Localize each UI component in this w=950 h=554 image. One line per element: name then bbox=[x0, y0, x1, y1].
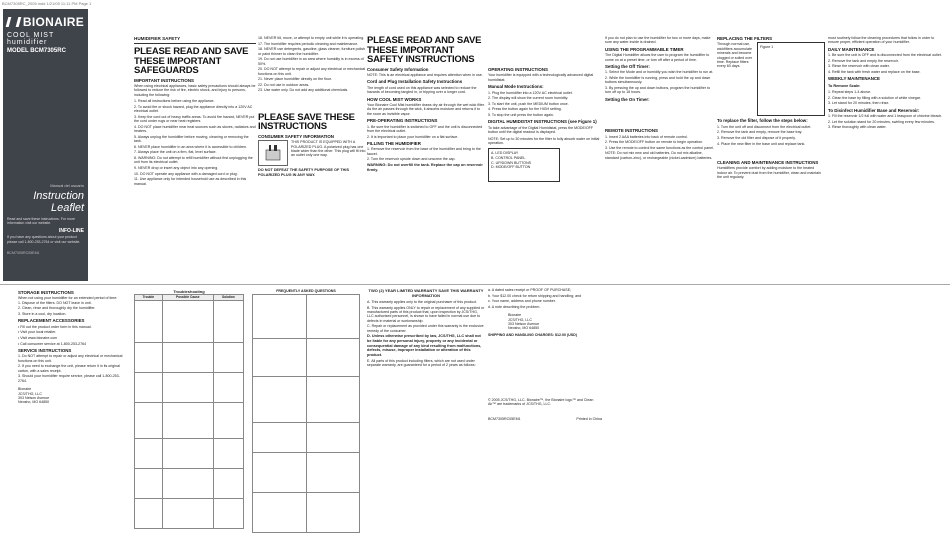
list-item: 3. Keep the cord out of heavy traffic areas. To avoid fire hazard, NEVER put the cord under rugs or near heat registers. bbox=[134, 114, 255, 124]
list-item: 1. Repeat steps 1-4 above. bbox=[828, 90, 872, 95]
list-item: 4. Press the button again for the HIGH setting. bbox=[488, 107, 562, 112]
list-item: 22. Do not use in outdoor areas. bbox=[258, 82, 310, 87]
table-row bbox=[253, 295, 360, 339]
list-item: E. All parts of this product including filters, which are not used under separate warranty, are guaranteed for a period of 2 years as follows: bbox=[367, 358, 476, 367]
battery-note: NOTE: Do not mix new and old batteries. Do not mix alkaline, standard (carbon-zinc), or rechargeable (nickel-cadmium) batteries. bbox=[605, 151, 713, 160]
list-item: 10. DO NOT operate any appliance with a damaged cord or plug. bbox=[134, 171, 238, 176]
polarized-warning: DO NOT DEFEAT THE SAFETY PURPOSE OF THIS POLARIZED PLUG IN ANY WAY. bbox=[258, 168, 349, 177]
warranty-panel-2 bbox=[488, 288, 602, 548]
list-item: • Fill out the product order form in this manual. bbox=[18, 324, 92, 329]
list-item: 4. DO NOT place humidifier near heat sources such as stoves, radiators and heaters. bbox=[134, 124, 256, 134]
brand-logo bbox=[3, 9, 88, 31]
on-timer-head: Setting the On Timer: bbox=[605, 96, 650, 102]
consumer-safety-head: CONSUMER SAFETY INFORMATION bbox=[258, 133, 334, 139]
list-item: 7. Always place the unit on a firm, flat, level surface. bbox=[134, 150, 217, 155]
list-item: 4. Refill the tank with fresh water and replace on the base. bbox=[828, 70, 921, 74]
list-item: a. A dated sales receipt or PROOF OF PURCHASE; bbox=[488, 288, 572, 292]
how-it-works-text: Your Bionaire Cool Mist humidifier draws dry air through the wet wick filter. As the air passes through the wick, it absorbs moisture and returns it to the room as invisible vapor. bbox=[367, 102, 485, 116]
table-row bbox=[135, 439, 244, 469]
print-header: BCM7305RC_2005.indd 1/21/05 11:11 PM Page 1 bbox=[2, 1, 92, 6]
polarized-plug-icon bbox=[258, 140, 288, 166]
list-item: 1. Dispose of the filters. DO NOT leave in unit. bbox=[18, 300, 92, 305]
weekly-maintenance-head: WEEKLY MAINTENANCE bbox=[828, 76, 880, 82]
table-row bbox=[135, 301, 244, 343]
legend-item: D. MODE/OFF BUTTON bbox=[491, 165, 531, 170]
pre-operating-head: PRE-OPERATING INSTRUCTIONS bbox=[367, 118, 438, 124]
table-row bbox=[253, 423, 360, 453]
note-text: NOTE: Set up to 30 minutes for the filter to fully absorb water on initial operation. bbox=[488, 136, 600, 146]
list-item: • Call consumer service at 1-800-253-2764 bbox=[18, 341, 87, 346]
legend-item: A. LED DISPLAY bbox=[491, 151, 519, 156]
fill-warning: WARNING: Do not overfill the tank. Replace the cap on reservoir firmly. bbox=[367, 162, 483, 172]
troubleshooting-table bbox=[134, 294, 244, 529]
list-item: 1. Plug the humidifier into a 120V AC electrical outlet. bbox=[488, 90, 573, 95]
filters-panel bbox=[717, 36, 825, 282]
list-item: 1. Do NOT attempt to repair or adjust any electrical or mechanical functions on this unit. bbox=[18, 354, 123, 363]
fold-line bbox=[0, 284, 950, 285]
drain-text: If you do not plan to use the humidifier for two or more days, make sure any water inside is drained. bbox=[605, 36, 711, 45]
cover-panel bbox=[3, 9, 88, 281]
safeguards-intro: When using electrical appliances, basic safety precautions should always be followed to reduce the risk of fire, electric shock, and injury to persons, including the following: bbox=[134, 83, 256, 97]
list-item: 1. Turn the unit off and disconnect from the electrical outlet. bbox=[717, 124, 812, 129]
digital-humidistat-head: DIGITAL HUMIDISTAT INSTRUCTIONS (see Figure 1) bbox=[488, 119, 597, 125]
list-item: 2. Clean the base by filling with a solution of white vinegar. bbox=[828, 95, 921, 100]
faq-table bbox=[252, 294, 360, 533]
storage-panel bbox=[18, 288, 124, 548]
daily-maintenance-head: DAILY MAINTENANCE bbox=[828, 46, 875, 52]
manual-mode-head: Manual Mode Instructions: bbox=[488, 84, 544, 90]
list-item: 20. DO NOT attempt to repair or adjust any electrical or mechanical functions on this unit. bbox=[258, 67, 366, 76]
list-item: 3. To start the unit, push the MEDIUM button once. bbox=[488, 101, 569, 106]
column-header: Solution bbox=[213, 295, 243, 301]
safety-instructions-panel bbox=[367, 36, 485, 282]
list-item: 5. Always unplug the humidifier before moving, cleaning or removing the tank. bbox=[134, 134, 249, 144]
save-instructions-heading: PLEASE SAVE THESE INSTRUCTIONS bbox=[258, 111, 355, 133]
list-item: 1. Read all instructions before using the appliance. bbox=[134, 99, 215, 104]
list-item: 3. Rinse thoroughly with clean water. bbox=[828, 125, 887, 130]
table-row bbox=[135, 373, 244, 403]
cover-language: Manual del usuario bbox=[50, 183, 84, 188]
list-item: 9. NEVER drop or insert any object into any opening. bbox=[134, 165, 219, 170]
list-item: b. Your $12.00 check for return shipping and handling; and bbox=[488, 293, 582, 298]
consumer-info-text: NOTE: This is an electrical appliance and requires attention when in use. bbox=[367, 72, 483, 77]
maintenance-intro: must routinely follow the cleaning procedures that follow in order to ensure proper, efficient operation of your humidifier. bbox=[828, 36, 935, 45]
list-item: 2. Remove the tank and empty the reservoir. bbox=[828, 58, 899, 63]
faq-title: FREQUENTLY ASKED QUESTIONS bbox=[276, 289, 336, 293]
cleaning-text: Humidifiers provide comfort by adding moisture to the heated indoor air. To prevent dust from the humidifier, clean and maintain the unit regularly. bbox=[717, 166, 822, 180]
cord-safety-head: Cord and Plug Installation Safety Instructions bbox=[367, 79, 463, 85]
section-tag: HUMIDIFIER SAFETY bbox=[134, 36, 181, 41]
safeguards-heading: PLEASE READ AND SAVE THESE IMPORTANT SAFEGUARDS bbox=[134, 46, 249, 76]
operating-head: OPERATING INSTRUCTIONS bbox=[488, 67, 548, 72]
list-item: 17. The humidifier requires periodic cleaning and maintenance. bbox=[258, 41, 359, 46]
replacement-head: REPLACEMENT ACCESSORIES bbox=[18, 318, 85, 324]
list-item: 2. Let the solution stand for 20 minutes, swirling every few minutes. bbox=[828, 119, 935, 124]
info-line-text: If you have any questions about your product please call 1-800-253-2764 or visit our website. bbox=[7, 235, 81, 244]
important-subhead: IMPORTANT INSTRUCTIONS bbox=[134, 77, 194, 83]
table-row bbox=[253, 493, 360, 533]
off-timer-head: Setting the Off Timer: bbox=[605, 64, 650, 70]
list-item: 2. The display will show the current room humidity. bbox=[488, 96, 569, 101]
how-it-works-head: HOW COOL MIST WORKS bbox=[367, 96, 422, 102]
safeguards-panel bbox=[134, 36, 256, 282]
cord-safety-text: The length of cord used on this appliance was selected to reduce the hazards of becoming tangled in, or tripping over a longer cord. bbox=[367, 85, 477, 95]
list-item: 3. Rinse the reservoir with clean water. bbox=[828, 64, 890, 69]
table-row bbox=[253, 453, 360, 493]
list-item: D. Unless otherwise prescribed by law, JCS/THG, LLC shall not be liable for any personal injury, property or any incidental or consequential damage of any kind resulting from malfunctions, defects, misuse, improper installation or alteration of this product. bbox=[367, 334, 482, 357]
list-item: 1. Fill the reservoir 1/2 full with water and 1 teaspoon of chlorine bleach. bbox=[828, 114, 943, 119]
list-item: c. Your name, address and phone number. bbox=[488, 299, 556, 304]
cover-code: BCM7305RC05EM1 bbox=[7, 250, 40, 255]
list-item: 4. Place the new filter in the base unit and replace tank. bbox=[717, 141, 806, 146]
company-address: Bionaire JCS/THG, LLC 303 Nelson Avenue Neosho, MO 64850 bbox=[18, 387, 50, 405]
list-item: 2. Turn the reservoir upside down and unscrew the cap. bbox=[367, 157, 456, 162]
product-code: BCM7305RC05EM1 bbox=[488, 416, 521, 421]
list-item: 18. NEVER use detergents, gasoline, glass cleaner, furniture polish or paint thinner to clean the humidifier. bbox=[258, 47, 366, 56]
cover-small-text: Read and save these instructions. For more information visit our website. bbox=[7, 217, 75, 226]
safeguards-list-2 bbox=[258, 36, 366, 93]
operating-panel bbox=[488, 9, 602, 282]
storage-head: STORAGE INSTRUCTIONS bbox=[18, 290, 74, 295]
list-item: 3. Let stand for 20 minutes, then rinse. bbox=[828, 101, 890, 106]
list-item: 3. Store in a cool, dry location. bbox=[18, 312, 67, 316]
list-item: 2. While the humidifier is running, press and hold the up and down buttons simultaneously. bbox=[605, 76, 711, 85]
consumer-info-head: Consumer Safety Information bbox=[367, 66, 429, 72]
list-item: B. This warranty applies ONLY to repair or replacement of any supplied or manufactured parts of this product that, upon inspection by JCS/THG, LLC authorized personnel, is shown to have failed in normal use due to defects in material or workmanship. bbox=[367, 305, 485, 323]
remote-head: REMOTE INSTRUCTIONS bbox=[605, 128, 658, 134]
list-item: 2. Remove the tank and empty, remove the base tray. bbox=[717, 130, 803, 135]
table-row bbox=[135, 469, 244, 499]
info-line-label: INFO-LINE bbox=[59, 228, 84, 235]
list-item: 3. Use the remote to control the same functions as the control panel. bbox=[605, 145, 714, 150]
service-head: SERVICE INSTRUCTIONS bbox=[18, 348, 72, 353]
figure-label: Figure 1 bbox=[760, 45, 774, 50]
table-row bbox=[253, 339, 360, 377]
list-item: 2. To avoid fire or shock hazard, plug the appliance directly into a 120V AC electrical outlet. bbox=[134, 104, 253, 114]
list-item: 2. It is important to place your humidifier on a flat surface. bbox=[367, 134, 459, 139]
timer-head: USING THE PROGRAMMABLE TIMER bbox=[605, 46, 684, 52]
list-item: 11. Use appliance only for intended household use as described in this manual. bbox=[134, 177, 247, 186]
warranty-panel bbox=[367, 288, 485, 548]
figure-1 bbox=[757, 42, 825, 116]
list-item: 3. By pressing the up and down buttons, program the humidifier to turn off up to 18 hours. bbox=[605, 86, 711, 95]
cover-subtitle: COOL MIST humidifier bbox=[7, 32, 55, 46]
list-item: • Visit your local retailer. bbox=[18, 330, 57, 335]
table-row bbox=[135, 499, 244, 529]
list-item: 1. Be sure the unit is OFF and is disconnected from the electrical outlet. bbox=[828, 53, 942, 58]
table-row bbox=[135, 403, 244, 439]
list-item: 19. Do not use humidifier in an area where humidity is in excess of 50%. bbox=[258, 57, 364, 66]
disinfect-head: To Disinfect Humidifier Base and Reservoir: bbox=[828, 107, 920, 113]
legend-item: B. CONTROL PANEL bbox=[491, 156, 526, 161]
list-item: 8. WARNING: Do not attempt to refill humidifier without first unplugging the unit from its electrical outlet. bbox=[134, 155, 253, 165]
operating-text: Your humidifier is equipped with a technologically advanced digital humidistat. bbox=[488, 73, 594, 82]
storage-text: When not using your humidifier for an extended period of time: bbox=[18, 296, 118, 301]
safeguards-panel-2 bbox=[258, 36, 366, 282]
list-item: 2. If you need to exchange the unit, please return it in its original carton, with a sales receipt. bbox=[18, 364, 120, 373]
replace-steps-head: To replace the filter, follow the steps below: bbox=[717, 118, 808, 124]
list-item: 3. Should your humidifier require service, please call 1-800-253-2764. bbox=[18, 374, 120, 383]
list-item: 1. Insert 2 AAA batteries into back of remote control. bbox=[605, 134, 688, 139]
safeguards-list bbox=[134, 99, 256, 186]
control-panel-diagram bbox=[488, 148, 560, 182]
list-item: 1. Select the Mode and or humidity you wish the humidifier to run at. bbox=[605, 70, 714, 75]
list-item: 6. NEVER place humidifier in an area where it is accessible to children. bbox=[134, 144, 248, 149]
cover-model: MODEL BCM7305RC bbox=[7, 48, 66, 54]
list-item: C. Repair or replacement as provided under this warranty is the exclusive remedy of the consumer. bbox=[367, 324, 484, 333]
timer-text: The Digital Humidifier allows the user to program the humidifier to come on at a preset time, or turn off after a period of time. bbox=[605, 53, 710, 62]
faq-panel bbox=[252, 289, 360, 547]
list-item: d. A note describing the problem. bbox=[488, 304, 541, 309]
consumer-safety-text: THIS PRODUCT IS EQUIPPED WITH A POLARIZED PLUG. A polarized plug has one blade wider than the other. This plug will fit into an outlet only one way. bbox=[291, 140, 366, 158]
shipping-note: SHIPPING AND HANDLING CHARGES: $12.00 (USD) bbox=[488, 332, 577, 337]
list-item: 1. Be sure the humidifier is switched to OFF and the unit is disconnected from the electrical outlet. bbox=[367, 124, 483, 133]
list-item: 21. Never place humidifier directly on the floor. bbox=[258, 77, 332, 82]
safety-heading: PLEASE READ AND SAVE THESE IMPORTANT SAFETY INSTRUCTIONS bbox=[367, 36, 482, 65]
list-item: 5. To stop the unit press the button again. bbox=[488, 113, 554, 117]
list-item: 3. Remove the old filter and dispose of it properly. bbox=[717, 136, 796, 140]
copyright: © 2005 JCS/THG, LLC. Bionaire™, the Bionaire logo™ and Clean Air™ are trademarks of JCS/THG, LLC. bbox=[488, 397, 594, 407]
remove-scale-head: To Remove Scale: bbox=[828, 83, 861, 88]
list-item: • Visit www.bionaire.com bbox=[18, 336, 58, 340]
bionaire-logo-icon bbox=[6, 17, 22, 27]
troubleshooting-title: Troubleshooting bbox=[173, 289, 205, 294]
list-item: 16. NEVER tilt, move, or attempt to empty unit while it is operating. bbox=[258, 36, 365, 40]
brand-name: BIONAIRE bbox=[22, 15, 84, 29]
list-item: 2. Press the MODE/OFF button on remote to begin operation. bbox=[605, 140, 704, 145]
table-row bbox=[135, 343, 244, 373]
replace-filters-head: REPLACING THE FILTERS bbox=[717, 36, 773, 41]
filling-head: FILLING THE HUMIDIFIER bbox=[367, 140, 421, 146]
warranty-heading: TWO (2) YEAR LIMITED WARRANTY SAVE THIS WARRANTY INFORMATION bbox=[368, 288, 484, 298]
digital-humidistat-text: To take advantage of the Digital Humidistat, press the MODE/OFF button until the digital readout is displayed. bbox=[488, 125, 594, 135]
maintenance-panel bbox=[828, 36, 946, 282]
legend-item: C. UP/DOWN BUTTONS bbox=[491, 160, 532, 165]
list-item: 23. Use water only. Do not add any additional chemicals. bbox=[258, 88, 349, 93]
printed-in: Printed in China bbox=[576, 416, 602, 421]
column-header: Possible Cause bbox=[162, 295, 213, 301]
table-row bbox=[253, 377, 360, 423]
column-header: Trouble bbox=[135, 295, 163, 301]
timer-panel bbox=[605, 36, 717, 282]
cover-title: Instruction Leaflet bbox=[33, 190, 84, 214]
replace-filters-text: Through normal use, wickfilters accumulate minerals and become clogged or soiled over time. Replace filters every 60 days. bbox=[717, 42, 753, 69]
troubleshooting-panel bbox=[134, 289, 244, 547]
warranty-address: Bionaire JCS/THG, LLC 303 Nelson Avenue Neosho, MO 64850 bbox=[508, 313, 540, 331]
list-item: 2. Clean, rinse and thoroughly dry the humidifier. bbox=[18, 306, 96, 311]
cleaning-head: CLEANING AND MAINTENANCE INSTRUCTIONS bbox=[717, 160, 819, 165]
list-item: A. This warranty applies only to the original purchaser of this product. bbox=[367, 300, 477, 304]
list-item: 1. Remove the reservoir from the base of the humidifier and bring to the faucet. bbox=[367, 147, 481, 156]
